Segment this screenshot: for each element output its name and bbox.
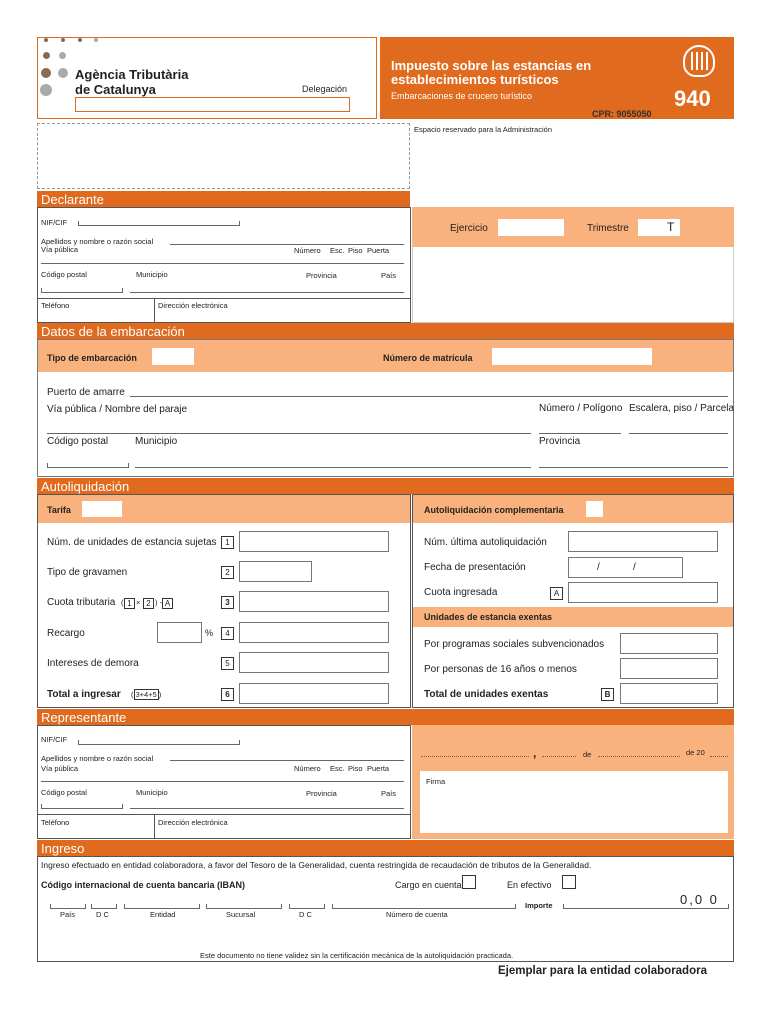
representante-nif-field[interactable] [78,740,240,745]
embarcacion-cp-field[interactable] [47,463,129,468]
fecha-sep-2: / [633,562,636,573]
dia-field[interactable] [542,756,576,757]
representante-pais-label: País [381,789,397,798]
personas-input[interactable] [620,658,718,679]
embarcacion-via-label: Vía pública / Nombre del paraje [47,404,188,415]
box-1: 1 [221,536,234,549]
representante-col-divider [154,815,155,839]
cuota-tributaria-input[interactable] [239,591,389,612]
cargo-label: Cargo en cuenta [395,880,462,890]
complementaria-checkbox[interactable] [586,501,603,517]
iban-pais-label: País [60,910,76,919]
embarcacion-provincia-label: Provincia [539,436,581,447]
percent-sign: % [205,628,214,638]
declarante-apellidos-field[interactable] [170,244,404,245]
unidades-input[interactable] [239,531,389,552]
ultima-input[interactable] [568,531,718,552]
declarante-via-field[interactable] [41,263,404,264]
box-B: B [601,688,614,701]
admin-reserved-label: Espacio reservado para la Administración [414,125,552,134]
mes-field[interactable] [598,756,680,757]
puerto-field[interactable] [130,396,728,397]
total-exentas-input[interactable] [620,683,718,704]
fecha-sep-1: / [597,562,600,573]
intereses-input[interactable] [239,652,389,673]
formula-box-2: 2 [143,598,154,609]
ejercicio-input[interactable] [498,219,564,236]
cuota-tributaria-label: Cuota tributaria [47,597,116,608]
representante-esc-label: Esc. [330,764,345,773]
iban-pais-field[interactable] [50,904,86,909]
embarcacion-cp-label: Código postal [47,436,109,447]
ingreso-header [37,840,734,856]
declarante-piso-label: Piso [348,246,363,255]
embarcacion-via-field[interactable] [47,433,531,434]
iban-label: Código internacional de cuenta bancaria (IBAN) [41,880,246,890]
declarante-puerta-label: Puerta [367,246,390,255]
representante-apellidos-label: Apellidos y nombre o razón social [41,754,154,763]
fecha-input[interactable] [568,557,683,578]
cuota-ingresada-label: Cuota ingresada [424,587,498,598]
formula-minus: ) - [155,598,163,607]
box-4: 4 [221,627,234,640]
ejercicio-label: Ejercicio [450,223,488,234]
embarcacion-provincia-field[interactable] [539,467,728,468]
box-A: A [550,587,563,600]
firma-box[interactable] [420,771,728,833]
representante-title: Representante [41,710,127,725]
autoliquidacion-header [37,478,734,494]
intereses-label: Intereses de demora [47,658,139,669]
iban-dc2-label: D C [299,910,312,919]
importe-value: 0,0 0 [680,892,719,907]
representante-puerta-label: Puerta [367,764,390,773]
box-3: 3 [221,596,234,609]
tarifa-input[interactable] [82,501,122,517]
total-exentas-label: Total de unidades exentas [424,689,549,700]
date-comma: , [533,746,537,760]
ingreso-note: Ingreso efectuado en entidad colaboradora, a favor del Tesoro de la Generalidad, cuenta restringida de recaudación de tributos de la Generalidad. [41,860,592,870]
declarante-apellidos-label: Apellidos y nombre o razón social [41,237,154,246]
declarante-provincia-label: Provincia [306,271,337,280]
trimestre-label: Trimestre [587,223,629,234]
declarante-cp-label: Código postal [41,270,87,279]
embarcacion-municipio-field[interactable] [135,467,531,468]
ingreso-title: Ingreso [41,841,85,856]
exentas-title: Unidades de estancia exentas [424,612,553,622]
efectivo-checkbox[interactable] [562,875,576,889]
cargo-checkbox[interactable] [462,875,476,889]
representante-cp-field[interactable] [41,804,123,809]
ingreso-box [37,856,734,962]
declarante-pais-label: País [381,271,397,280]
declarante-via-label: Vía pública [41,245,79,254]
cpr-code: CPR: 9055050 [592,109,652,119]
iban-cuenta-field[interactable] [332,904,516,909]
representante-via-label: Vía pública [41,764,79,773]
trimestre-value: T [667,220,675,234]
unidades-label: Núm. de unidades de estancia sujetas [47,537,217,548]
iban-cuenta-label: Número de cuenta [386,910,448,919]
periodo-lower-box [412,247,734,323]
recargo-label: Recargo [47,628,85,639]
autoliquidacion-title: Autoliquidación [41,479,130,494]
date-de-label: de [583,750,592,759]
formula-open-paren: ( [121,598,124,607]
declarante-telefono-label: Teléfono [41,301,70,310]
iban-dc2-field[interactable] [289,904,325,909]
total-formula-text: 3+4+5 [135,690,157,699]
declarante-row-divider [37,298,411,299]
total-ingresar-input[interactable] [239,683,389,704]
iban-entidad-label: Entidad [150,910,176,919]
representante-via-field[interactable] [41,781,404,782]
declarante-cp-field[interactable] [41,288,123,293]
generalitat-emblem-icon [683,45,715,77]
declarante-col-divider [154,298,155,322]
iban-dc-label: D C [96,910,109,919]
embarcacion-escalera-label: Escalera, piso / Parcela [629,403,735,414]
formula-times: × [136,598,141,607]
iban-sucursal-field[interactable] [206,904,282,909]
firma-label: Firma [426,777,446,786]
programas-input[interactable] [620,633,718,654]
delegacion-input[interactable] [75,97,350,112]
box-5: 5 [221,657,234,670]
personas-label: Por personas de 16 años o menos [424,664,577,675]
importe-label: Importe [525,901,553,910]
declarante-esc-label: Esc. [330,246,345,255]
declarante-nif-label: NIF/CIF [41,218,68,227]
representante-municipio-field[interactable] [130,808,404,809]
embarcacion-numero-field[interactable] [539,433,621,434]
box-6: 6 [221,688,234,701]
matricula-label: Número de matrícula [383,353,473,363]
representante-row-divider [37,814,411,815]
form-subtitle: Embarcaciones de crucero turístico [391,91,533,101]
iban-sucursal-label: Sucursal [226,910,256,919]
representante-telefono-label: Teléfono [41,818,70,827]
representante-numero-label: Número [294,764,321,773]
representante-apellidos-field[interactable] [170,760,404,761]
total-ingresar-label: Total a ingresar [47,689,121,700]
fecha-label: Fecha de presentación [424,562,526,573]
model-number: 940 [674,86,711,111]
declarante-numero-label: Número [294,246,321,255]
complementaria-label: Autoliquidación complementaria [424,505,564,515]
embarcacion-numero-label: Número / Polígono [539,403,623,414]
box-2: 2 [221,566,234,579]
programas-label: Por programas sociales subvencionados [424,639,605,650]
representante-nif-label: NIF/CIF [41,735,68,744]
embarcacion-municipio-label: Municipio [135,436,178,447]
formula-box-a: A [162,598,173,609]
form-title-line2: establecimientos turísticos [391,72,559,87]
tipo-gravamen-label: Tipo de gravamen [47,567,128,578]
representante-header [37,709,734,725]
cuota-formula [121,597,181,609]
ejemplar-label: Ejemplar para la entidad colaboradora [498,965,707,977]
tipo-gravamen-input[interactable] [239,561,312,582]
agency-name-line2: de Catalunya [75,82,156,97]
representante-provincia-label: Provincia [306,789,337,798]
representante-email-label: Dirección electrónica [158,818,228,827]
declarante-email-label: Dirección electrónica [158,301,228,310]
formula-box-1: 1 [124,598,135,609]
efectivo-label: En efectivo [507,880,552,890]
recargo-percent-input[interactable] [157,622,202,643]
ultima-label: Núm. última autoliquidación [424,537,547,548]
lugar-field[interactable] [421,756,529,757]
tarifa-label: Tarifa [47,505,71,515]
representante-municipio-label: Municipio [136,788,168,797]
puerto-label: Puerto de amarre [47,387,125,398]
validez-note: Este documento no tiene validez sin la certificación mecánica de la autoliquidación practicada. [200,951,514,960]
declarante-title: Declarante [41,192,104,207]
representante-piso-label: Piso [348,764,363,773]
anio-field[interactable] [710,756,728,757]
delegacion-label: Delegación [302,84,348,94]
iban-dc-field[interactable] [91,904,117,909]
tipo-embarcacion-label: Tipo de embarcación [47,353,137,363]
declarante-municipio-label: Municipio [136,270,168,279]
recargo-input[interactable] [239,622,389,643]
agency-name-line1: Agència Tributària [75,67,189,82]
date-de20-label: de 20 [686,748,705,757]
cuota-ingresada-input[interactable] [568,582,718,603]
representante-cp-label: Código postal [41,788,87,797]
admin-reserved-area [37,123,410,189]
declarante-nif-field[interactable] [78,221,240,226]
declarante-municipio-field[interactable] [130,292,404,293]
embarcacion-title: Datos de la embarcación [41,324,185,339]
total-formula: ( 3+4+5 ) [131,690,162,699]
form-title-line1: Impuesto sobre las estancias en [391,58,592,73]
iban-entidad-field[interactable] [124,904,200,909]
embarcacion-escalera-field[interactable] [629,433,728,434]
